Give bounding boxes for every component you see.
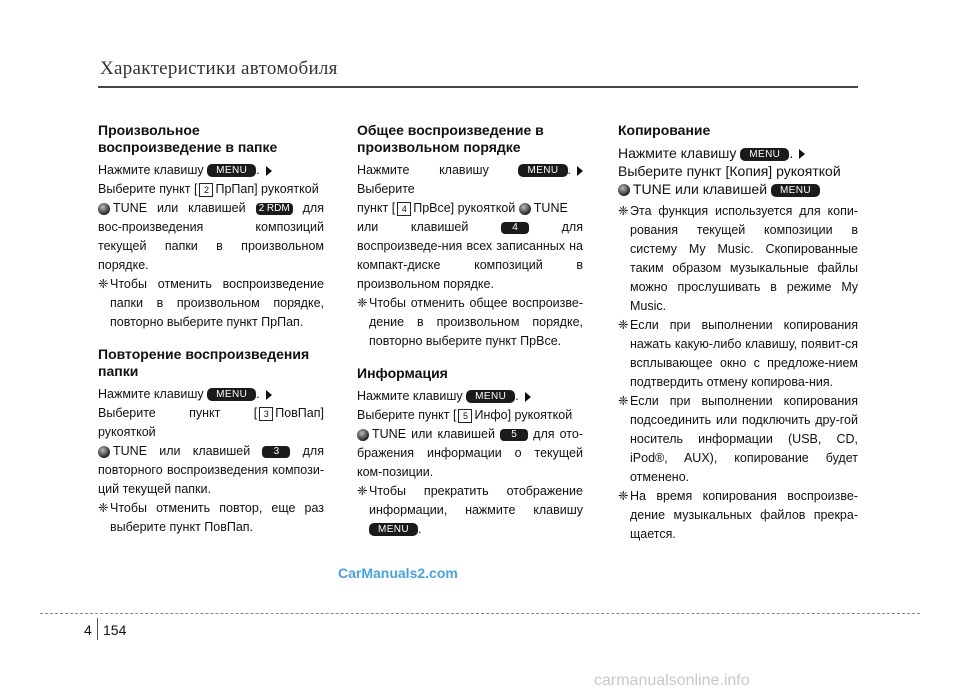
text-press-key: Нажмите клавишу — [357, 163, 489, 177]
menu-key-badge: MENU — [771, 184, 820, 197]
section-title-folder-random: Произвольное воспроизведение в папке — [98, 122, 278, 155]
note-all-random — [357, 294, 583, 351]
note-text: Эта функция используется для копи-рования текущей композиции в систему My Music. Скопированные таким образом музыкальные файлы можно прослушивать в режиме My Music. — [630, 204, 858, 313]
text-select: Выберите пункт [ — [357, 408, 457, 422]
note-marker-icon: ❈ — [357, 484, 368, 498]
instruction-info: Нажмите клавишу MENU . Выберите пункт [ 5 Инфо] рукояткой TUNE или клавишей 5 для ото-бражения информации о текущей ком-позиции. — [357, 389, 583, 479]
tune-knob-icon — [357, 429, 369, 441]
text-select: Выберите пункт [ — [98, 182, 198, 196]
preset-key-icon: 5 — [458, 409, 472, 423]
text-tune: TUNE или клавишей — [372, 427, 495, 441]
text-select-item: Выберите пункт [Копия] рукояткой — [618, 163, 841, 179]
note-text: Чтобы отменить воспроизведение папки в произвольном порядке, повторно выберите пункт ПрПап. — [110, 277, 324, 329]
menu-key-badge: MENU — [740, 148, 789, 161]
instruction-copy: Нажмите клавишу MENU . Выберите пункт [Копия] рукояткой TUNE или клавишей MENU — [618, 145, 841, 197]
note-marker-icon: ❈ — [618, 204, 629, 218]
preset-key-icon: 2 — [199, 183, 213, 197]
note-marker-icon: ❈ — [98, 501, 109, 515]
section-title-info: Информация — [357, 365, 448, 381]
note-marker-icon: ❈ — [618, 394, 629, 408]
menu-key-badge: MENU — [466, 390, 515, 403]
section-title-all-random: Общее воспроизведение в произвольном порядке — [357, 122, 544, 155]
section-title-folder-repeat: Повторение воспроизведения папки — [98, 346, 310, 379]
text-tune: TUNE или клавишей — [633, 181, 768, 197]
note-text: Чтобы отменить повтор, еще раз выберите пункт ПовПап. — [110, 501, 324, 534]
text-description: для ото-бражения информации о текущей ком-позиции. — [357, 427, 583, 479]
note-folder-repeat — [98, 499, 324, 537]
watermark-bottom: carmanualsonline.info — [594, 672, 750, 689]
text-press-key: Нажмите клавишу — [357, 389, 463, 403]
section-title-copy: Копирование — [618, 122, 711, 138]
chapter-number: 4 — [84, 622, 92, 638]
text-select-item: ПрВсе] рукояткой — [413, 201, 516, 215]
text-description: для вос-произведения композиций текущей папки в произвольном порядке. — [98, 201, 324, 272]
menu-key-badge: MENU — [369, 523, 418, 536]
note-text: Если при выполнении копирования нажать какую-либо клавишу, появит-ся всплывающее окно с предложе-нием подтвердить отмену копирова-ния. — [630, 318, 858, 389]
column-1 — [98, 122, 324, 537]
note-text: Чтобы отменить общее воспроизве-дение в произвольном порядке, повторно выберите пункт ПрВсе. — [369, 296, 583, 348]
text-tune: TUNE или клавишей — [113, 201, 246, 215]
note-marker-icon: ❈ — [357, 296, 368, 310]
note-copy-4 — [618, 487, 858, 544]
text-or-key: или клавишей — [357, 220, 469, 234]
preset-5-badge: 5 — [500, 429, 528, 441]
page-header-title: Характеристики автомобиля — [100, 58, 338, 79]
tune-knob-icon — [98, 446, 110, 458]
arrow-right-icon — [266, 390, 272, 400]
note-info: ❈ Чтобы прекратить отображение информации, нажмите клавишу MENU . — [357, 484, 583, 536]
tune-knob-icon — [98, 203, 110, 215]
page-number: 154 — [103, 622, 127, 638]
arrow-right-icon — [266, 166, 272, 176]
note-marker-icon: ❈ — [618, 318, 629, 332]
column-2 — [357, 122, 583, 539]
text-press-key: Нажмите клавишу — [98, 163, 204, 177]
instruction-folder-repeat: Нажмите клавишу MENU . Выберите пункт [ 3 ПовПап] рукояткой TUNE или клавишей 3 для повторного воспроизведения компози-ций текущей папки. — [98, 387, 324, 496]
tune-knob-icon — [618, 184, 630, 196]
note-text: Если при выполнении копирования подсоединить или подключить дру-гой носитель информации (USB, CD, iPod®, AUX), копирование будет отменено. — [630, 394, 858, 484]
text-tune: TUNE — [533, 201, 568, 215]
footer-divider — [97, 618, 98, 640]
note-text: На время копирования воспроизве-дение музыкальных файлов прекра-щается. — [630, 489, 858, 541]
note-marker-icon: ❈ — [618, 489, 629, 503]
menu-key-badge: MENU — [518, 164, 567, 177]
preset-4-badge: 4 — [501, 222, 529, 234]
text-select-item: Инфо] рукояткой — [474, 408, 573, 422]
rpt-key-badge: 3 — [262, 446, 290, 458]
instruction-all-random: Нажмите клавишу MENU . Выберите пункт [ 4 ПрВсе] рукояткой TUNE или клавишей 4 для воспроизведе-ния всех записанных на компакт-диске композиций в произвольном порядке. — [357, 163, 583, 291]
preset-key-icon: 3 — [259, 407, 273, 421]
arrow-right-icon — [525, 392, 531, 402]
arrow-right-icon — [577, 166, 583, 176]
text-select: Выберите пункт [ — [98, 406, 258, 420]
menu-key-badge: MENU — [207, 164, 256, 177]
instruction-folder-random: Нажмите клавишу MENU . Выберите пункт [ 2 ПрПап] рукояткой TUNE или клавишей 2 RDM для вос-произведения композиций текущей папки в произвольном порядке. — [98, 163, 324, 272]
tune-knob-icon — [519, 203, 531, 215]
text-tune: TUNE или клавишей — [113, 444, 251, 458]
text-description: для воспроизведе-ния всех записанных на компакт-диске композиций в произвольном порядке. — [357, 220, 583, 291]
footer-rule — [40, 613, 920, 614]
header-rule — [98, 86, 858, 88]
rdm-key-badge: 2 RDM — [256, 203, 293, 215]
note-marker-icon: ❈ — [98, 277, 109, 291]
text-select: Выберите — [357, 182, 415, 196]
note-copy-3 — [618, 392, 858, 487]
note-copy-1 — [618, 202, 858, 316]
text-select-item: ПрПап] рукояткой — [215, 182, 319, 196]
menu-key-badge: MENU — [207, 388, 256, 401]
text-description: для повторного воспроизведения компози-ций текущей папки. — [98, 444, 324, 496]
watermark-top: CarManuals2.com — [338, 565, 458, 581]
column-3 — [618, 122, 858, 544]
text-select-item: ПовПап] рукояткой — [98, 406, 324, 439]
note-folder-random — [98, 275, 324, 332]
note-copy-2 — [618, 316, 858, 392]
preset-key-icon: 4 — [397, 202, 411, 216]
note-text: Чтобы прекратить отображение информации, нажмите клавишу — [369, 484, 583, 517]
text-press-key: Нажмите клавишу — [618, 145, 737, 161]
arrow-right-icon — [799, 149, 805, 159]
text-press-key: Нажмите клавишу — [98, 387, 204, 401]
text-item: пункт [ — [357, 201, 396, 215]
